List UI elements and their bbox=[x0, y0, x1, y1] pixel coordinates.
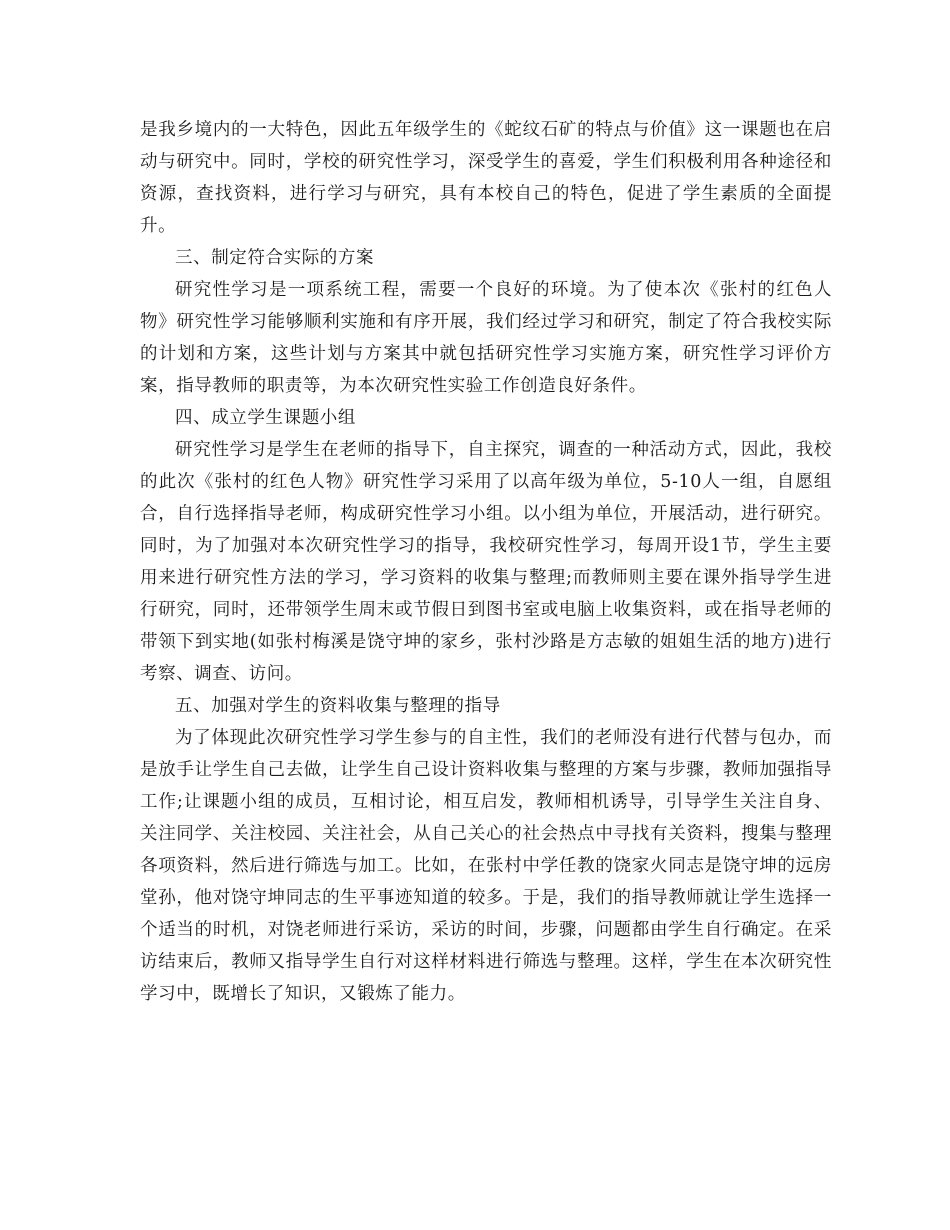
section-heading-3: 三、制定符合实际的方案 bbox=[175, 248, 375, 268]
paragraph-continuation: 是我乡境内的一大特色，因此五年级学生的《蛇纹石矿的特点与价值》这一课题也在启动与研究中。同时，学校的研究性学习，深受学生的喜爱，学生们积极利用各种途径和资源，查找资料，进行学习与研究，具有本校自己的特色，促进了学生素质的全面提升。 bbox=[140, 120, 832, 236]
section-heading-4: 四、成立学生课题小组 bbox=[175, 408, 356, 428]
document-body bbox=[140, 114, 832, 1010]
paragraph-section-5: 为了体现此次研究性学习学生参与的自主性，我们的老师没有进行代替与包办，而是放手让学生自己去做，让学生自己设计资料收集与整理的方案与步骤，教师加强指导工作;让课题小组的成员，互相讨论，相互启发，教师相机诱导，引导学生关注自身、关注同学、关注校园、关注社会，从自己关心的社会热点中寻找有关资料，搜集与整理各项资料，然后进行筛选与加工。比如，在张村中学任教的饶家火同志是饶守坤的远房堂孙，他对饶守坤同志的生平事迹知道的较多。于是，我们的指导教师就让学生选择一个适当的时机，对饶老师进行采访，采访的时间，步骤，问题都由学生自行确定。在采访结束后，教师又指导学生自行对这样材料进行筛选与整理。这样，学生在本次研究性学习中，既增长了知识，又锻炼了能力。 bbox=[140, 728, 832, 1004]
section-heading-5: 五、加强对学生的资料收集与整理的指导 bbox=[175, 696, 501, 716]
paragraph-section-3: 研究性学习是一项系统工程，需要一个良好的环境。为了使本次《张村的红色人物》研究性学习能够顺利实施和有序开展，我们经过学习和研究，制定了符合我校实际的计划和方案，这些计划与方案其中就包括研究性学习实施方案，研究性学习评价方案，指导教师的职责等，为本次研究性实验工作创造良好条件。 bbox=[140, 280, 832, 396]
paragraph-section-4: 研究性学习是学生在老师的指导下，自主探究，调查的一种活动方式，因此，我校的此次《张村的红色人物》研究性学习采用了以高年级为单位，5-10人一组，自愿组合，自行选择指导老师，构成研究性学习小组。以小组为单位，开展活动，进行研究。同时，为了加强对本次研究性学习的指导，我校研究性学习，每周开设1节，学生主要用来进行研究性方法的学习，学习资料的收集与整理;而教师则主要在课外指导学生进行研究，同时，还带领学生周末或节假日到图书室或电脑上收集资料，或在指导老师的带领下到实地(如张村梅溪是饶守坤的家乡，张村沙路是方志敏的姐姐生活的地方)进行考察、调查、访问。 bbox=[140, 440, 832, 684]
